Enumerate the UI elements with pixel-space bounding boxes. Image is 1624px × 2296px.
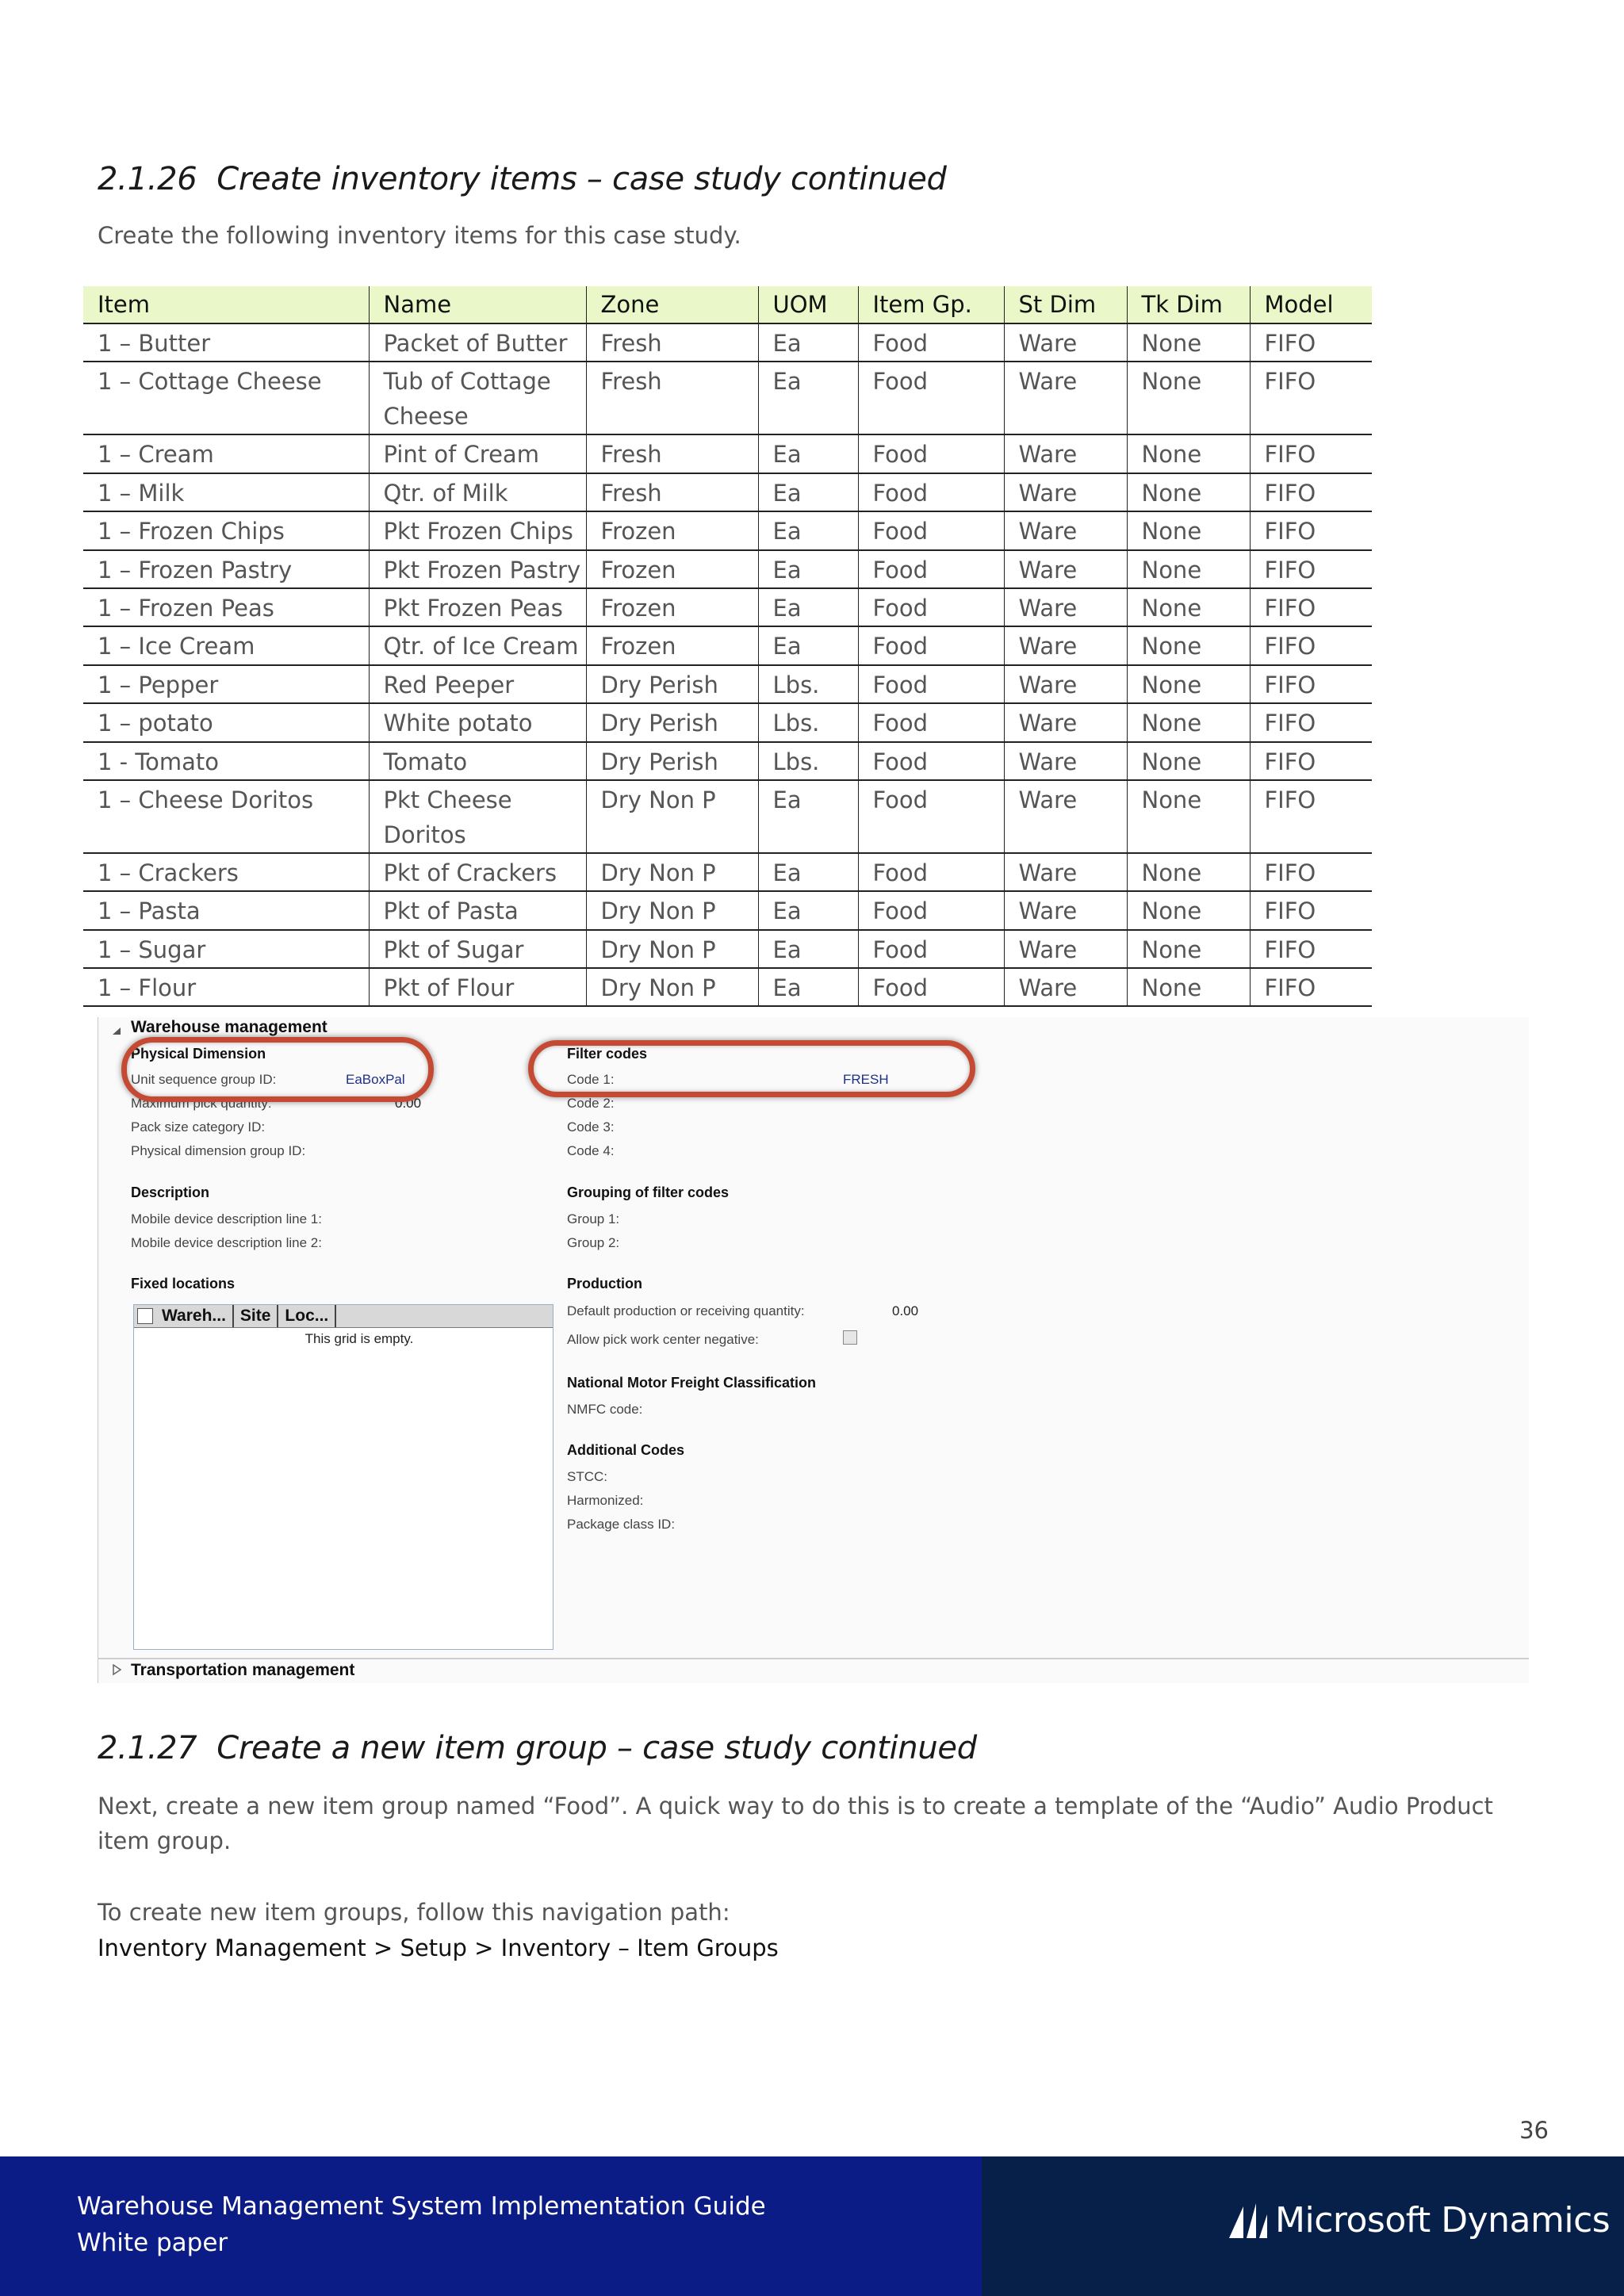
table-cell: Food [858,550,1004,588]
table-cell: Red Peeper [369,665,586,703]
table-cell: Food [858,473,1004,511]
table-cell: 1 – Cheese Doritos [83,780,369,853]
table-row [83,703,1372,741]
footer-text [77,2188,766,2261]
table-cell: White potato [369,703,586,741]
table-cell: 1 – Cream [83,434,369,473]
code1-value[interactable]: FRESH [843,1072,889,1087]
unit-sequence-value[interactable]: EaBoxPal [346,1072,405,1087]
table-cell: Frozen [586,626,758,664]
table-cell: Food [858,703,1004,741]
table-cell: Pkt Frozen Chips [369,511,586,549]
section-divider [98,1658,1529,1659]
table-cell: FIFO [1250,930,1372,968]
max-pick-label: Maximum pick quantity: [131,1096,272,1111]
section-number: 2.1.27 [98,1730,197,1766]
table-cell: FIFO [1250,473,1372,511]
highlight-oval-unit-sequence [121,1037,434,1102]
column-header: Name [369,286,586,323]
table-cell: Food [858,742,1004,780]
grouping-heading: Grouping of filter codes [567,1184,730,1200]
highlight-oval-filter-code [528,1040,975,1097]
grid-select-all-checkbox[interactable] [137,1308,153,1324]
table-cell: None [1127,434,1250,473]
table-cell: Frozen [586,511,758,549]
column-header: Tk Dim [1127,286,1250,323]
table-cell: Dry Non P [586,930,758,968]
column-header: Zone [586,286,758,323]
table-cell: Frozen [586,588,758,626]
table-cell: FIFO [1250,703,1372,741]
table-cell: Food [858,323,1004,362]
table-cell: Ea [758,968,858,1006]
mobile-line2-label: Mobile device description line 2: [131,1235,322,1250]
section-title: Create inventory items – case study continued [216,161,947,197]
table-cell: Ware [1004,511,1127,549]
section-heading-2-1-27 [98,1730,977,1766]
table-cell: Ware [1004,550,1127,588]
table-cell: Frozen [586,550,758,588]
default-quantity-value[interactable]: 0.00 [892,1303,919,1318]
fixed-locations-grid[interactable] [133,1304,553,1650]
table-cell: Ware [1004,588,1127,626]
section-heading-2-1-26 [98,161,947,197]
table-cell: Ware [1004,665,1127,703]
table-cell: Food [858,968,1004,1006]
table-cell: Pkt of Sugar [369,930,586,968]
table-cell: None [1127,511,1250,549]
table-cell: Food [858,626,1004,664]
table-cell: FIFO [1250,362,1372,434]
grid-column-warehouse[interactable]: Wareh... [155,1305,234,1327]
collapse-triangle-icon[interactable] [112,1027,121,1036]
package-class-label: Package class ID: [567,1517,676,1532]
table-row [83,473,1372,511]
table-row [83,891,1372,929]
table-cell: Dry Non P [586,891,758,929]
table-cell: FIFO [1250,780,1372,853]
table-cell: 1 – Crackers [83,853,369,891]
table-cell: Ware [1004,362,1127,434]
table-cell: Ea [758,434,858,473]
code2-label: Code 2: [567,1096,615,1111]
table-cell: Pkt Frozen Pastry [369,550,586,588]
table-cell: Ware [1004,780,1127,853]
table-cell: Ea [758,473,858,511]
table-cell: 1 – Butter [83,323,369,362]
mobile-line1-label: Mobile device description line 1: [131,1211,322,1226]
table-cell: 1 – Milk [83,473,369,511]
table-cell: None [1127,626,1250,664]
filter-codes-heading: Filter codes [567,1046,648,1062]
table-cell: 1 – Ice Cream [83,626,369,664]
table-cell: Ware [1004,742,1127,780]
table-cell: 1 – Frozen Pastry [83,550,369,588]
table-cell: None [1127,362,1250,434]
expand-triangle-icon[interactable] [112,1664,121,1675]
grid-header [134,1305,553,1328]
table-cell: Lbs. [758,665,858,703]
max-pick-value[interactable]: 0.00 [395,1096,422,1111]
table-cell: Packet of Butter [369,323,586,362]
table-row [83,434,1372,473]
harmonized-label: Harmonized: [567,1493,644,1508]
table-cell: FIFO [1250,891,1372,929]
default-quantity-label: Default production or receiving quantity: [567,1303,805,1318]
table-cell: Fresh [586,473,758,511]
table-cell: None [1127,703,1250,741]
table-cell: Fresh [586,434,758,473]
code4-label: Code 4: [567,1143,615,1158]
table-cell: Ea [758,550,858,588]
fixed-locations-heading: Fixed locations [131,1276,236,1292]
table-row [83,626,1372,664]
table-cell: Lbs. [758,742,858,780]
navigation-path: Inventory Management > Setup > Inventory – Item Groups [98,1934,779,1961]
table-cell: Ea [758,626,858,664]
table-cell: Ware [1004,703,1127,741]
table-cell: Food [858,891,1004,929]
table-row [83,780,1372,853]
column-header: Model [1250,286,1372,323]
table-cell: None [1127,780,1250,853]
table-cell: FIFO [1250,511,1372,549]
grid-column-location[interactable]: Loc... [278,1305,336,1327]
table-cell: None [1127,930,1250,968]
footer-bar [0,2156,1624,2296]
table-cell: None [1127,853,1250,891]
table-cell: 1 – Pasta [83,891,369,929]
table-cell: FIFO [1250,968,1372,1006]
table-cell: None [1127,665,1250,703]
table-cell: Ea [758,362,858,434]
table-cell: Pint of Cream [369,434,586,473]
table-cell: None [1127,968,1250,1006]
table-row [83,362,1372,434]
table-cell: Qtr. of Ice Cream [369,626,586,664]
pack-size-label: Pack size category ID: [131,1119,266,1135]
column-header: Item [83,286,369,323]
table-cell: Dry Non P [586,968,758,1006]
table-cell: FIFO [1250,434,1372,473]
physical-dimension-group-label: Physical dimension group ID: [131,1143,306,1158]
table-cell: Food [858,930,1004,968]
table-row [83,853,1372,891]
table-cell: 1 – Sugar [83,930,369,968]
table-cell: Ware [1004,434,1127,473]
column-header: UOM [758,286,858,323]
table-cell: Fresh [586,323,758,362]
physical-dimension-heading: Physical Dimension [131,1046,266,1062]
table-cell: Pkt Frozen Peas [369,588,586,626]
table-row [83,930,1372,968]
table-cell: Ea [758,891,858,929]
group2-label: Group 2: [567,1235,620,1250]
table-row [83,550,1372,588]
allow-negative-checkbox[interactable] [843,1330,857,1345]
inventory-items-table [83,286,1372,1007]
table-cell: Ea [758,323,858,362]
page-number: 36 [1519,2117,1549,2144]
table-cell: Ware [1004,968,1127,1006]
dynamics-logo-icon [1228,2202,1269,2240]
table-header-row [83,286,1372,323]
section-number: 2.1.26 [98,161,197,197]
table-cell: Ware [1004,891,1127,929]
table-cell: Food [858,853,1004,891]
table-cell: FIFO [1250,853,1372,891]
microsoft-dynamics-logo [1228,2200,1610,2241]
transportation-management-title[interactable]: Transportation management [131,1661,355,1679]
table-row [83,588,1372,626]
table-cell: Ea [758,511,858,549]
nmfc-heading: National Motor Freight Classification [567,1375,817,1391]
table-cell: 1 – Pepper [83,665,369,703]
table-cell: Tub of Cottage Cheese [369,362,586,434]
table-cell: FIFO [1250,742,1372,780]
code3-label: Code 3: [567,1119,615,1135]
table-cell: Pkt of Crackers [369,853,586,891]
table-cell: Pkt of Flour [369,968,586,1006]
table-cell: Ware [1004,930,1127,968]
table-cell: None [1127,473,1250,511]
navigation-intro: To create new item groups, follow this navigation path: [98,1899,730,1926]
table-row [83,742,1372,780]
table-cell: Dry Perish [586,703,758,741]
warehouse-management-screenshot [98,1017,1529,1683]
item-group-paragraph: Next, create a new item group named “Food”. A quick way to do this is to create a template of the “Audio” Audio Product item group. [98,1793,1493,1854]
table-row [83,323,1372,362]
table-cell: FIFO [1250,550,1372,588]
table-cell: 1 – Frozen Peas [83,588,369,626]
intro-paragraph: Create the following inventory items for this case study. [98,222,741,249]
table-cell: FIFO [1250,626,1372,664]
table-cell: Tomato [369,742,586,780]
grid-column-site[interactable]: Site [234,1305,279,1327]
unit-sequence-label: Unit sequence group ID: [131,1072,277,1087]
table-body [83,323,1372,1006]
table-cell: None [1127,891,1250,929]
table-cell: 1 - Tomato [83,742,369,780]
table-cell: None [1127,323,1250,362]
table-cell: 1 – Cottage Cheese [83,362,369,434]
table-cell: Lbs. [758,703,858,741]
table-cell: Food [858,434,1004,473]
nmfc-code-label: NMFC code: [567,1402,643,1417]
table-cell: Dry Perish [586,742,758,780]
table-cell: Ware [1004,853,1127,891]
table-row [83,968,1372,1006]
table-cell: Fresh [586,362,758,434]
brand-name: Microsoft Dynamics [1275,2200,1611,2241]
column-header: Item Gp. [858,286,1004,323]
table-cell: 1 – Flour [83,968,369,1006]
table-cell: Ea [758,780,858,853]
table-cell: Pkt of Pasta [369,891,586,929]
table-row [83,511,1372,549]
table-cell: Qtr. of Milk [369,473,586,511]
table-cell: Pkt Cheese Doritos [369,780,586,853]
grid-empty-message: This grid is empty. [304,1331,414,1346]
table-cell: FIFO [1250,588,1372,626]
footer-doc-title: Warehouse Management System Implementation Guide [77,2192,766,2221]
table-cell: Ware [1004,323,1127,362]
table-cell: FIFO [1250,665,1372,703]
table-cell: Food [858,362,1004,434]
table-cell: Ware [1004,473,1127,511]
table-cell: 1 – Frozen Chips [83,511,369,549]
footer-doc-type: White paper [77,2229,228,2257]
allow-negative-label: Allow pick work center negative: [567,1332,759,1347]
warehouse-management-title[interactable]: Warehouse management [131,1018,327,1036]
table-cell: None [1127,588,1250,626]
table-cell: Ea [758,853,858,891]
table-cell: None [1127,742,1250,780]
column-header: St Dim [1004,286,1127,323]
table-cell: Food [858,511,1004,549]
table-cell: Ea [758,588,858,626]
table-row [83,665,1372,703]
table-cell: Dry Perish [586,665,758,703]
table-cell: Food [858,780,1004,853]
table-cell: FIFO [1250,323,1372,362]
table-cell: Food [858,665,1004,703]
table-cell: Ea [758,930,858,968]
section-title: Create a new item group – case study continued [216,1730,977,1766]
table-cell: 1 – potato [83,703,369,741]
group1-label: Group 1: [567,1211,620,1226]
description-heading: Description [131,1184,210,1200]
table-cell: Dry Non P [586,853,758,891]
stcc-label: STCC: [567,1469,607,1484]
table-cell: Ware [1004,626,1127,664]
table-cell: Food [858,588,1004,626]
additional-codes-heading: Additional Codes [567,1442,684,1458]
table-cell: Dry Non P [586,780,758,853]
code1-label: Code 1: [567,1072,615,1087]
production-heading: Production [567,1276,642,1292]
table-cell: None [1127,550,1250,588]
